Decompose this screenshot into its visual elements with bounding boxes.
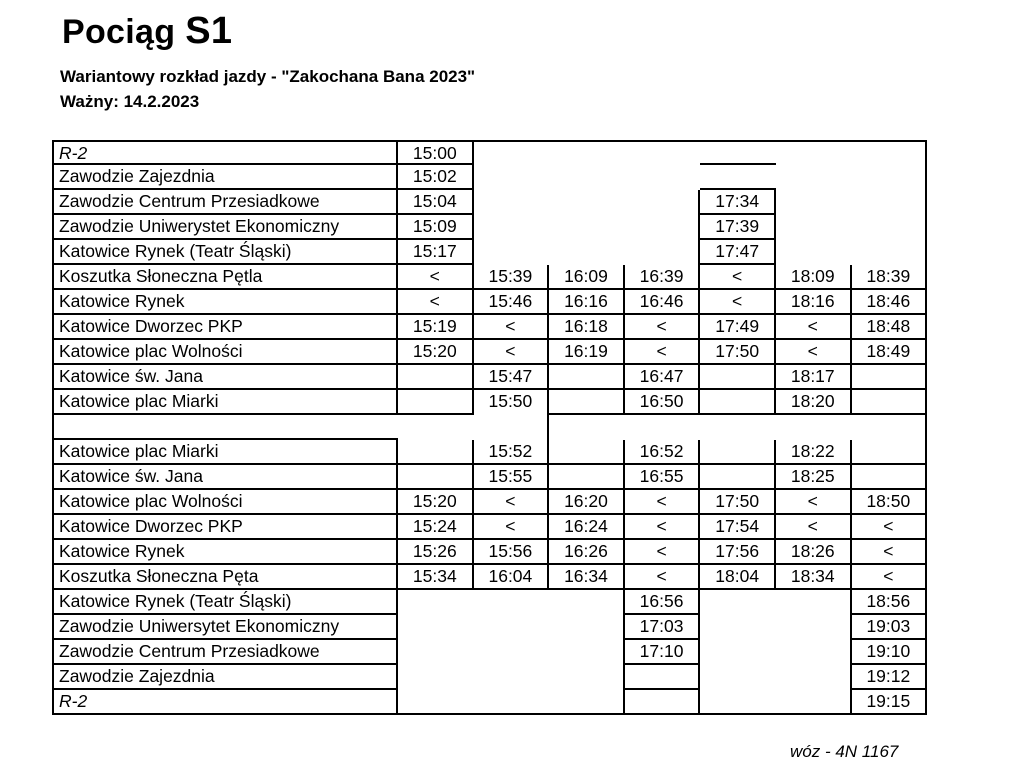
departure-time	[776, 690, 852, 715]
stop-name: Katowice plac Wolności	[52, 490, 398, 515]
departure-time	[776, 615, 852, 640]
departure-time: 18:34	[776, 565, 852, 590]
departure-time: <	[625, 515, 701, 540]
departure-time	[474, 590, 550, 615]
stop-name: Katowice Rynek	[52, 290, 398, 315]
stop-name	[52, 415, 398, 440]
departure-time	[625, 665, 701, 690]
departure-time	[776, 240, 852, 265]
departure-time	[474, 240, 550, 265]
departure-time: 16:39	[625, 265, 701, 290]
departure-time: 18:56	[852, 590, 928, 615]
departure-time	[852, 440, 928, 465]
departure-time: <	[625, 565, 701, 590]
stop-name: Zawodzie Centrum Przesiadkowe	[52, 640, 398, 665]
title-word: Pociąg	[62, 13, 176, 51]
departure-time	[474, 615, 550, 640]
departure-time: <	[398, 290, 474, 315]
departure-time	[700, 615, 776, 640]
line-number: S1	[185, 10, 233, 52]
departure-time	[700, 140, 776, 165]
departure-time: 17:49	[700, 315, 776, 340]
departure-time: 17:03	[625, 615, 701, 640]
departure-time: 16:04	[474, 565, 550, 590]
departure-time	[700, 665, 776, 690]
departure-time: 17:10	[625, 640, 701, 665]
departure-time	[625, 165, 701, 190]
departure-time: 15:17	[398, 240, 474, 265]
timetable-subtitle: Wariantowy rozkład jazdy - "Zakochana Bana 2023"	[60, 67, 476, 86]
departure-time	[474, 140, 550, 165]
departure-time: <	[776, 515, 852, 540]
departure-time	[474, 215, 550, 240]
departure-time: 16:19	[549, 340, 625, 365]
departure-time: 18:25	[776, 465, 852, 490]
stop-name: Katowice plac Wolności	[52, 340, 398, 365]
departure-time	[625, 140, 701, 165]
departure-time	[700, 415, 776, 440]
departure-time: <	[625, 540, 701, 565]
departure-time	[776, 215, 852, 240]
departure-time	[852, 390, 928, 415]
departure-time	[549, 465, 625, 490]
departure-time	[852, 215, 928, 240]
departure-time: 16:52	[625, 440, 701, 465]
departure-time: 18:49	[852, 340, 928, 365]
departure-time: 15:50	[474, 390, 550, 415]
departure-time	[852, 190, 928, 215]
departure-time	[549, 365, 625, 390]
departure-time	[700, 365, 776, 390]
stop-name: R-2	[52, 140, 398, 165]
departure-time: <	[474, 490, 550, 515]
stop-name: Koszutka Słoneczna Pęta	[52, 565, 398, 590]
departure-time: <	[852, 540, 928, 565]
departure-time	[474, 415, 550, 440]
departure-time: 15:00	[398, 140, 474, 165]
departure-time: 15:47	[474, 365, 550, 390]
departure-time: <	[700, 265, 776, 290]
departure-time: <	[625, 315, 701, 340]
departure-time: 18:16	[776, 290, 852, 315]
departure-time: 17:34	[700, 190, 776, 215]
departure-time	[625, 190, 701, 215]
departure-time	[549, 240, 625, 265]
departure-time	[474, 665, 550, 690]
departure-time	[549, 440, 625, 465]
stop-name: Zawodzie Zajezdnia	[52, 165, 398, 190]
departure-time	[700, 465, 776, 490]
departure-time	[852, 415, 928, 440]
departure-time	[549, 640, 625, 665]
departure-time: 18:46	[852, 290, 928, 315]
departure-time: 17:54	[700, 515, 776, 540]
vehicle-note: wóz - 4N 1167	[790, 742, 899, 761]
departure-time: 18:39	[852, 265, 928, 290]
departure-time	[625, 415, 701, 440]
departure-time: 18:50	[852, 490, 928, 515]
departure-time	[398, 415, 474, 440]
departure-time	[776, 140, 852, 165]
departure-time: 18:17	[776, 365, 852, 390]
departure-time: <	[700, 290, 776, 315]
departure-time	[549, 140, 625, 165]
departure-time: 18:04	[700, 565, 776, 590]
departure-time	[549, 415, 625, 440]
departure-time: 16:24	[549, 515, 625, 540]
departure-time	[852, 465, 928, 490]
departure-time: 15:46	[474, 290, 550, 315]
departure-time	[398, 665, 474, 690]
stop-name: Katowice Rynek (Teatr Śląski)	[52, 590, 398, 615]
stop-name: Zawodzie Uniwerystet Ekonomiczny	[52, 215, 398, 240]
departure-time: 15:24	[398, 515, 474, 540]
departure-time	[549, 590, 625, 615]
stop-name: Katowice plac Miarki	[52, 390, 398, 415]
departure-time: 17:56	[700, 540, 776, 565]
departure-time	[398, 465, 474, 490]
departure-time: <	[852, 515, 928, 540]
departure-time	[549, 165, 625, 190]
departure-time	[398, 690, 474, 715]
departure-time	[549, 690, 625, 715]
departure-time: 18:09	[776, 265, 852, 290]
departure-time: 17:39	[700, 215, 776, 240]
page-title	[62, 10, 232, 53]
departure-time: 16:55	[625, 465, 701, 490]
departure-time	[625, 215, 701, 240]
departure-time: 16:26	[549, 540, 625, 565]
stop-name: Zawodzie Zajezdnia	[52, 665, 398, 690]
departure-time: <	[776, 315, 852, 340]
stop-name: Zawodzie Uniwersytet Ekonomiczny	[52, 615, 398, 640]
departure-time	[549, 190, 625, 215]
departure-time	[398, 590, 474, 615]
departure-time	[852, 140, 928, 165]
departure-time	[474, 640, 550, 665]
departure-time	[474, 690, 550, 715]
departure-time	[852, 240, 928, 265]
departure-time	[700, 640, 776, 665]
departure-time	[852, 365, 928, 390]
stop-name: Katowice św. Jana	[52, 465, 398, 490]
departure-time: 15:19	[398, 315, 474, 340]
departure-time: 19:03	[852, 615, 928, 640]
departure-time: <	[474, 340, 550, 365]
departure-time	[474, 165, 550, 190]
stop-name: Katowice Dworzec PKP	[52, 515, 398, 540]
departure-time: 16:34	[549, 565, 625, 590]
departure-time: 18:48	[852, 315, 928, 340]
departure-time: 15:56	[474, 540, 550, 565]
departure-time: 15:39	[474, 265, 550, 290]
departure-time	[776, 640, 852, 665]
departure-time	[398, 390, 474, 415]
departure-time: 19:10	[852, 640, 928, 665]
departure-time: 15:02	[398, 165, 474, 190]
departure-time: 16:18	[549, 315, 625, 340]
departure-time	[549, 390, 625, 415]
departure-time: 15:34	[398, 565, 474, 590]
stop-name: Katowice Rynek (Teatr Śląski)	[52, 240, 398, 265]
stop-name: Katowice Dworzec PKP	[52, 315, 398, 340]
departure-time: 15:20	[398, 490, 474, 515]
departure-time: <	[474, 315, 550, 340]
departure-time: 16:47	[625, 365, 701, 390]
departure-time: <	[474, 515, 550, 540]
timetable	[52, 140, 927, 715]
departure-time	[625, 690, 701, 715]
departure-time: 15:52	[474, 440, 550, 465]
departure-time	[700, 690, 776, 715]
departure-time: 16:20	[549, 490, 625, 515]
stop-name: Zawodzie Centrum Przesiadkowe	[52, 190, 398, 215]
departure-time	[625, 240, 701, 265]
departure-time: <	[625, 490, 701, 515]
departure-time: 16:56	[625, 590, 701, 615]
departure-time: 17:47	[700, 240, 776, 265]
stop-name: Katowice św. Jana	[52, 365, 398, 390]
departure-time	[398, 365, 474, 390]
departure-time: 16:46	[625, 290, 701, 315]
departure-time: 15:09	[398, 215, 474, 240]
departure-time	[852, 165, 928, 190]
departure-time	[398, 615, 474, 640]
departure-time: 19:15	[852, 690, 928, 715]
departure-time: 16:16	[549, 290, 625, 315]
departure-time	[700, 440, 776, 465]
departure-time	[549, 215, 625, 240]
departure-time: 18:26	[776, 540, 852, 565]
departure-time: <	[776, 340, 852, 365]
departure-time: <	[776, 490, 852, 515]
departure-time	[700, 390, 776, 415]
departure-time	[776, 165, 852, 190]
stop-name: Koszutka Słoneczna Pętla	[52, 265, 398, 290]
departure-time: 17:50	[700, 340, 776, 365]
departure-time: 15:55	[474, 465, 550, 490]
departure-time: 16:09	[549, 265, 625, 290]
departure-time	[700, 590, 776, 615]
departure-time	[700, 165, 776, 190]
departure-time	[776, 415, 852, 440]
stop-name: Katowice plac Miarki	[52, 440, 398, 465]
departure-time	[398, 640, 474, 665]
stop-name: R-2	[52, 690, 398, 715]
departure-time: 15:04	[398, 190, 474, 215]
departure-time	[474, 190, 550, 215]
departure-time: 18:20	[776, 390, 852, 415]
departure-time	[549, 665, 625, 690]
departure-time: <	[625, 340, 701, 365]
departure-time: 19:12	[852, 665, 928, 690]
departure-time: <	[852, 565, 928, 590]
departure-time: <	[398, 265, 474, 290]
validity-date: Ważny: 14.2.2023	[60, 92, 200, 111]
stop-name: Katowice Rynek	[52, 540, 398, 565]
departure-time: 17:50	[700, 490, 776, 515]
departure-time	[776, 590, 852, 615]
departure-time: 18:22	[776, 440, 852, 465]
departure-time: 15:26	[398, 540, 474, 565]
departure-time: 15:20	[398, 340, 474, 365]
departure-time	[549, 615, 625, 640]
departure-time: 16:50	[625, 390, 701, 415]
departure-time	[776, 665, 852, 690]
departure-time	[776, 190, 852, 215]
departure-time	[398, 440, 474, 465]
